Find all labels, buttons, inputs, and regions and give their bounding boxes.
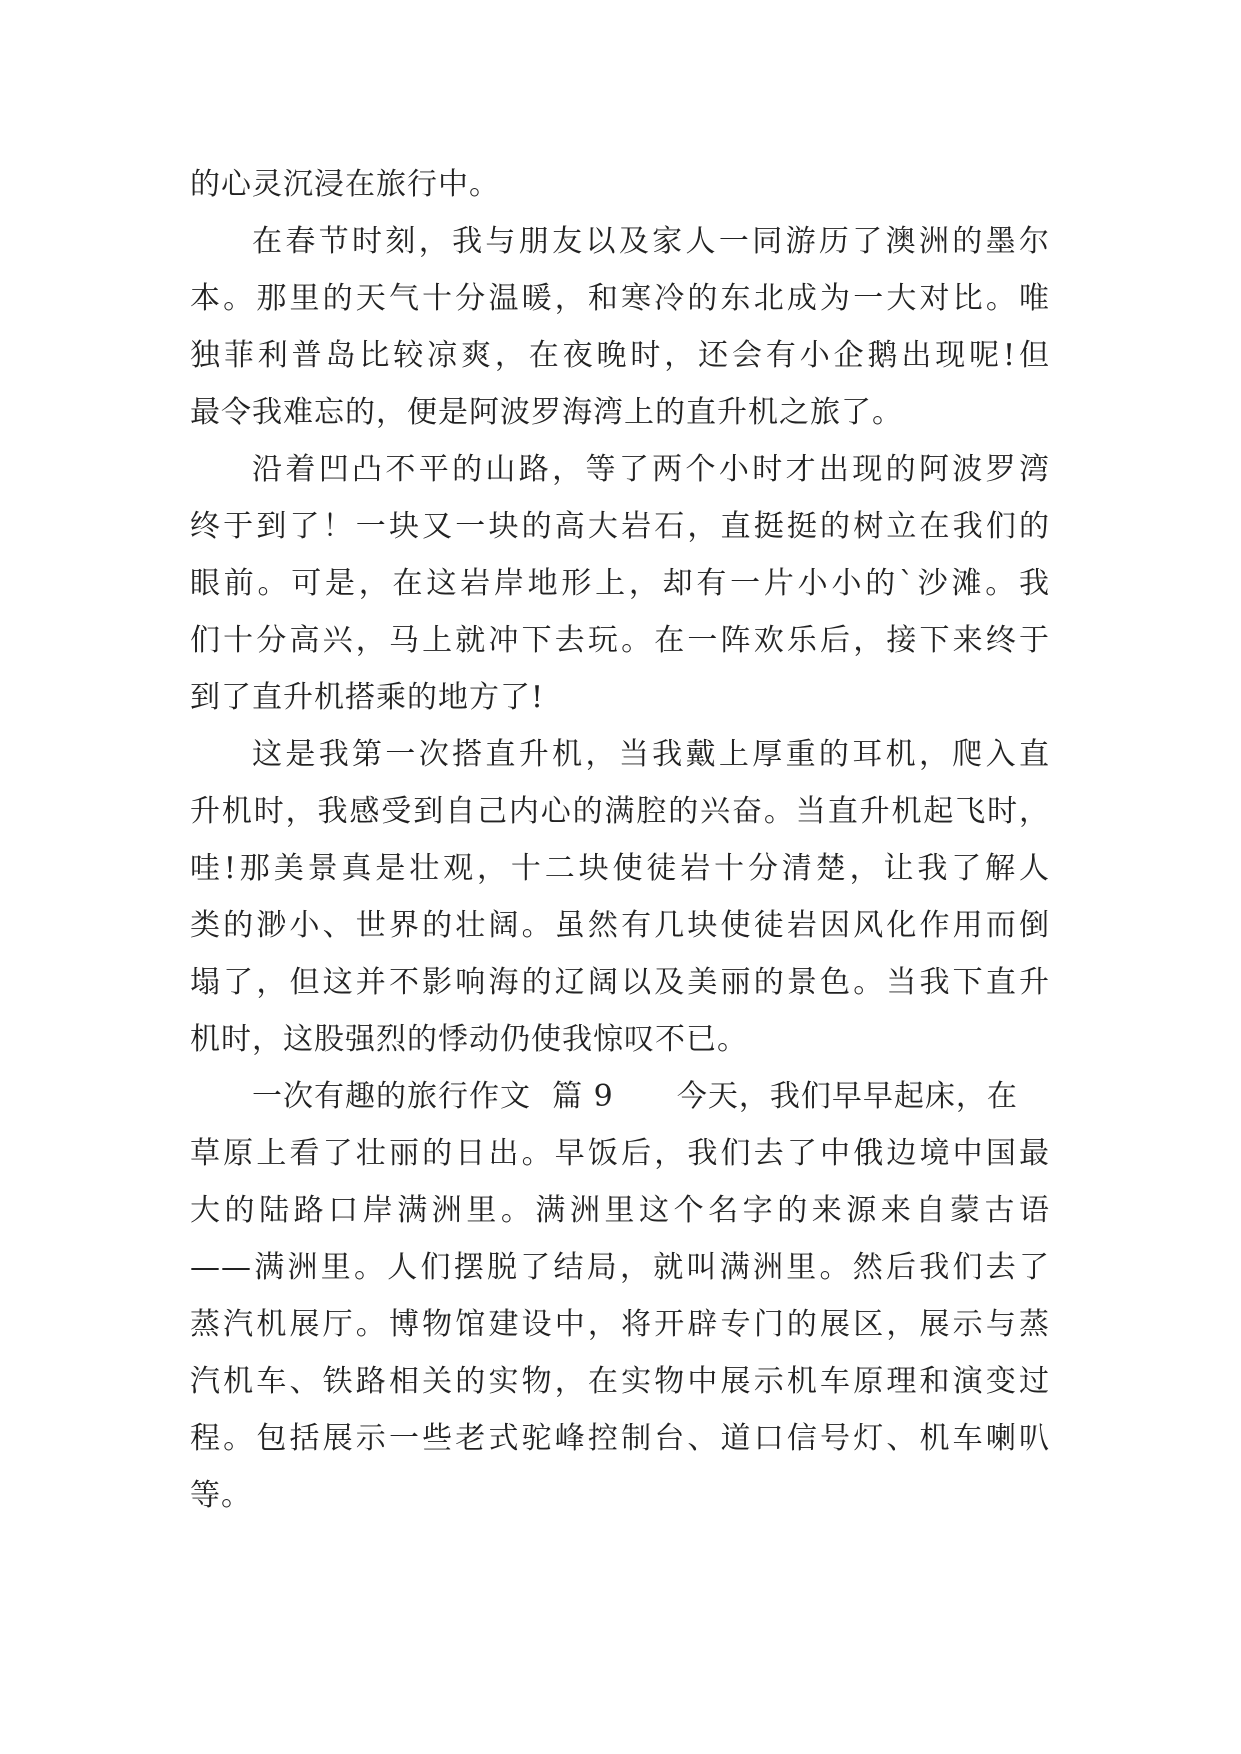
text-line: 终于到了！一块又一块的高大岩石，直挺挺的树立在我们的 [190, 509, 1050, 544]
essay-body [190, 156, 1050, 1524]
text-line: 们十分高兴，马上就冲下去玩。在一阵欢乐后，接下来终于 [190, 623, 1050, 658]
text-line: 等。 [190, 1478, 252, 1513]
text-line: 塌了，但这并不影响海的辽阔以及美丽的景色。当我下直升 [190, 965, 1050, 1000]
section-heading-line: 一次有趣的旅行作文 篇 9 今天，我们早早起床，在 [252, 1079, 1018, 1114]
text-line: 哇!那美景真是壮观，十二块使徒岩十分清楚，让我了解人 [190, 851, 1050, 886]
text-line: 最令我难忘的，便是阿波罗海湾上的直升机之旅了。 [190, 395, 903, 430]
text-line: 汽机车、铁路相关的实物，在实物中展示机车原理和演变过 [190, 1364, 1050, 1399]
text-line: 蒸汽机展厅。博物馆建设中，将开辟专门的展区，展示与蒸 [190, 1307, 1050, 1342]
text-line: 本。那里的天气十分温暖，和寒冷的东北成为一大对比。唯 [190, 281, 1050, 316]
paragraph-first-line: 在春节时刻，我与朋友以及家人一同游历了澳洲的墨尔 [252, 224, 1050, 259]
text-line: 机时，这股强烈的悸动仍使我惊叹不已。 [190, 1022, 748, 1057]
text-line: 草原上看了壮丽的日出。早饭后，我们去了中俄边境中国最 [190, 1136, 1050, 1171]
text-line: ——满洲里。人们摆脱了结局，就叫满洲里。然后我们去了 [190, 1250, 1050, 1285]
text-line: 大的陆路口岸满洲里。满洲里这个名字的来源来自蒙古语 [190, 1193, 1050, 1228]
text-line: 独菲利普岛比较凉爽，在夜晚时，还会有小企鹅出现呢!但 [190, 338, 1050, 373]
text-line: 升机时，我感受到自己内心的满腔的兴奋。当直升机起飞时， [190, 794, 1050, 829]
text-line: 的心灵沉浸在旅行中。 [190, 167, 500, 202]
paragraph-first-line: 沿着凹凸不平的山路，等了两个小时才出现的阿波罗湾 [252, 452, 1050, 487]
text-line: 类的渺小、世界的壮阔。虽然有几块使徒岩因风化作用而倒 [190, 908, 1050, 943]
text-line: 到了直升机搭乘的地方了! [190, 680, 545, 715]
text-line: 眼前。可是，在这岩岸地形上，却有一片小小的`沙滩。我 [190, 566, 1050, 601]
paragraph-first-line: 这是我第一次搭直升机，当我戴上厚重的耳机，爬入直 [252, 737, 1050, 772]
text-line: 程。包括展示一些老式驼峰控制台、道口信号灯、机车喇叭 [190, 1421, 1050, 1456]
